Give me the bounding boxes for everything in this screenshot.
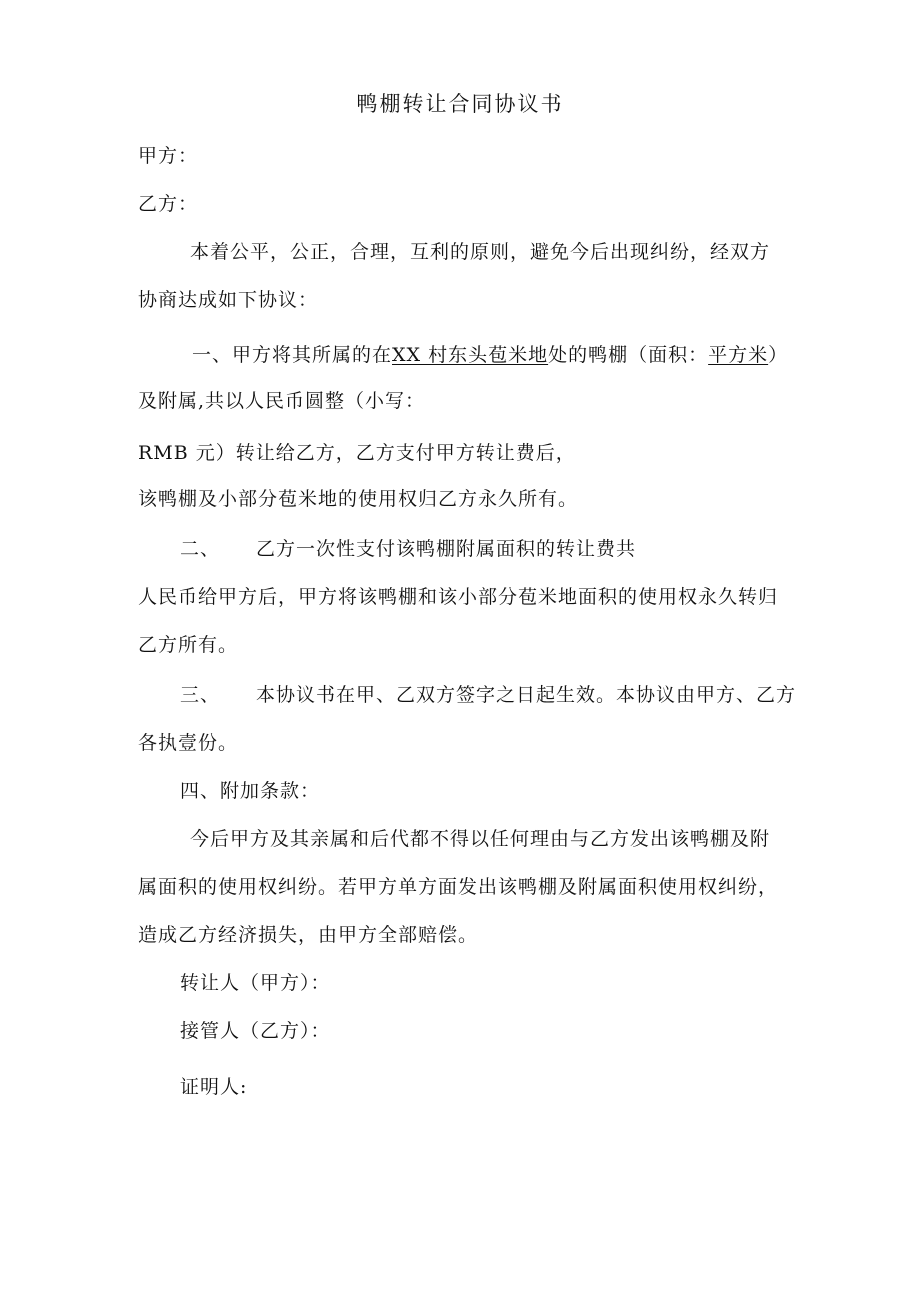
document-title: 鸭棚转让合同协议书: [356, 92, 564, 116]
clause-3-number: 三、: [180, 684, 221, 706]
party-a-label: 甲方：: [138, 145, 199, 167]
intro-line-2: 协商达成如下协议：: [138, 289, 319, 311]
clause-2-line-1: [180, 537, 636, 561]
clause-1-line-3: RMB 元）转让给乙方，乙方支付甲方转让费后，: [138, 442, 576, 464]
clause-2-line-3: 乙方所有。: [138, 634, 239, 656]
clause-4-line-2: 属面积的使用权纠纷。若甲方单方面发出该鸭棚及附属面积使用权纠纷，: [138, 876, 779, 898]
clause-1-line-4: 该鸭棚及小部分苞米地的使用权归乙方永久所有。: [138, 488, 579, 510]
clause-3-text: 本协议书在甲、乙双方签字之日起生效。本协议由甲方、乙方: [256, 684, 797, 706]
clause-4-heading: 四、附加条款：: [180, 780, 321, 802]
clause-1-middle: 处的鸭棚（面积：: [548, 344, 709, 366]
intro-line-1: 本着公平，公正，合理，互利的原则，避免今后出现纠纷，经双方: [190, 241, 771, 263]
clause-3-line-2: 各执壹份。: [138, 732, 239, 754]
clause-2-number: 二、: [180, 538, 221, 560]
receiver-signature-label: 接管人（乙方）：: [180, 1020, 331, 1042]
clause-2-text: 乙方一次性支付该鸭棚附属面积的转让费共: [256, 538, 637, 560]
clause-1-line-2: 及附属,共以人民币圆整（小写：: [138, 390, 426, 412]
clause-2-line-2: 人民币给甲方后，甲方将该鸭棚和该小部分苞米地面积的使用权永久转归: [138, 586, 779, 608]
clause-4-line-1: 今后甲方及其亲属和后代都不得以任何理由与乙方发出该鸭棚及附: [190, 828, 771, 850]
party-b-label: 乙方：: [138, 193, 199, 215]
clause-1-line-1: [192, 343, 788, 367]
clause-1-area-unit: 平方米: [708, 344, 769, 366]
clause-1-location: XX 村东头苞米地: [392, 344, 549, 366]
witness-signature-label: 证明人:: [180, 1076, 248, 1098]
transferor-signature-label: 转让人（甲方）：: [180, 972, 331, 994]
clause-1-prefix: 一、甲方将其所属的在: [192, 344, 393, 366]
clause-4-line-3: 造成乙方经济损失，由甲方全部赔偿。: [138, 924, 479, 946]
clause-1-suffix: ）: [768, 344, 789, 366]
clause-3-line-1: [180, 683, 796, 707]
